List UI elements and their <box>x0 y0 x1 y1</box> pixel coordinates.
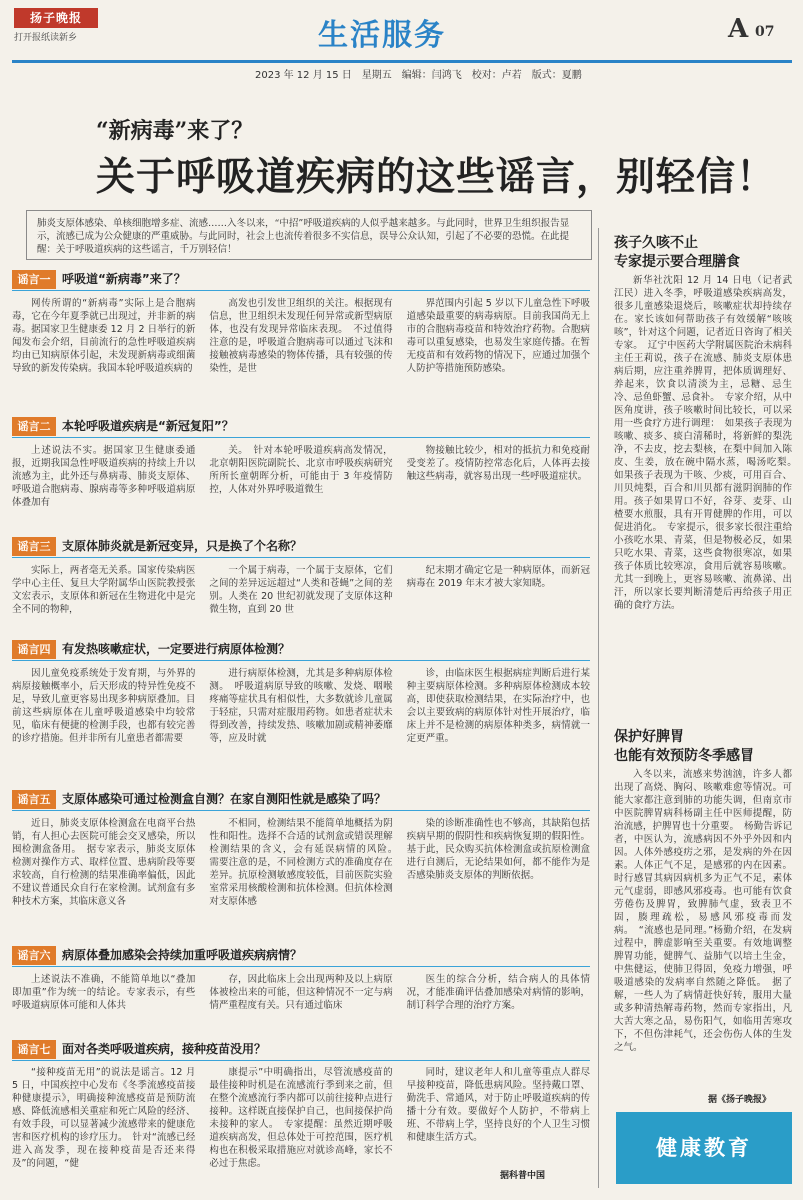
rumor-header-2 <box>12 417 590 436</box>
column-divider <box>598 228 599 1188</box>
newspaper-logo: 扬子晚报 <box>14 8 98 28</box>
rumor-tag: 谣言三 <box>12 537 56 556</box>
sidebar-story2-body: 入冬以来，流感来势汹汹，许多人都出现了高烧、胸闷、咳嗽难愈等情况。可能大家都注意到肺的功能失调，但南京市中医院脾胃病科杨副主任中医师提醒，防治流感，护脾胃也十分重要。 杨勤告诉记者，中医认为，流感病因不外乎外因和内因。人体外感疫疠之邪，是发病的外在因素。人体正气不足，是感邪的内在因素。时行感冒其病因病机多为正气不足，素体元气虚弱，即感风邪疫毒。也可能有饮食劳倦伤及脾胃，致脾肺气虚，致表卫不固，腠理疏松，易感风邪疫毒而发病。 “流感也是同理。”杨勤介绍，在发病过程中，脾虚影响至关重要。有效地调整脾胃功能，健脾气、益肺气以培土生金，中焦健运，使肺卫得固，免疫力增强，呼吸道感染的发病率自然随之降低。 据了解，一些人为了病情赶快好转，服用大量或多种清热解毒药物，然而专家指出，凡大苦大寒之品，易伤阳气，如临用苦寒攻下，不但伤津耗气，还会伤伤人体的生发之气。 <box>614 769 792 1053</box>
rumor-title: 支原体肺炎就是新冠变异，只是换了个名称？ <box>62 539 303 553</box>
rumor-header-4 <box>12 640 590 659</box>
text-column: 实际上，两者毫无关系。国家传染病医学中心主任、复旦大学附属华山医院教授张文宏表示，支原体和新冠在生物进化中是完全不同的物种， <box>12 565 196 615</box>
rumor-header-6 <box>12 946 590 965</box>
rumor-header-3 <box>12 537 590 556</box>
sidebar-story1-subtitle: 专家提示要合理膳食 <box>614 254 740 270</box>
rumor-body-4 <box>12 667 590 782</box>
rumor-title: 呼吸道“新病毒”来了？ <box>62 272 186 286</box>
sidebar-credit: 据《扬子晚报》 <box>708 1095 772 1105</box>
divider <box>12 290 590 291</box>
text-column: 上述说法不准确，不能简单地以“叠加即加重”作为统一的结论。专家表示，有些呼吸道病原体可能和人体共 <box>12 974 196 1011</box>
rumor-body-2 <box>12 444 590 532</box>
rumor-header-7 <box>12 1040 590 1059</box>
rumor-body-5 <box>12 817 590 945</box>
article-lead: 肺炎支原体感染、单核细胞增多症、流感……入冬以来，“中招”呼吸道疾病的人似乎越来越多。与此同时，世界卫生组织报告显示，流感已成为公众健康的严重威胁。与此同时，社会上也流传着很多不实信息，误导公众认知，引起了不必要的恐慌。在此提醒：关于呼吸道疾病的这些谣言，千万别轻信！ <box>26 210 592 260</box>
rumor-tag: 谣言六 <box>12 946 56 965</box>
sidebar-story1-title: 孩子久咳不止 <box>614 235 698 251</box>
divider <box>12 660 590 661</box>
rumor-tag: 谣言一 <box>12 270 56 289</box>
masthead-slogan: 打开报纸读新乡 <box>14 33 78 43</box>
rumor-body-6 <box>12 973 590 1027</box>
text-column: 存，因此临床上会出现两种及以上病原体被检出来的可能，但这种情况不一定与病情严重程度有关。只有通过临床 <box>209 974 393 1011</box>
text-column: 物接触比较少，相对的抵抗力和免疫耐受变差了。疫情防控常态化后，人体再去接触这些病毒，就容易出现一些呼吸道症状。 <box>406 445 590 482</box>
text-column: 高发也引发世卫组织的关注。根据现有信息，世卫组织未发现任何异常或新型病原体，也没有发现异常临床表现。 不过值得注意的是，呼吸道合胞病毒可以通过飞沫和接触被病毒感染的物体传播，具有较强的传染性，是世 <box>209 298 393 374</box>
text-column: 近日，肺炎支原体检测盒在电商平台热销，有人担心去医院可能会交叉感染，所以囤检测盒备用。 据专家表示，肺炎支原体检测对操作方式、取样位置、患病阶段等要求较高，自行检测的结果准确率偏低，因此不建议普通民众自行在家检测。试剂盒有多种技术方案，其临床意义各 <box>12 818 196 907</box>
rumor-body-7 <box>12 1066 590 1183</box>
text-column: 进行病原体检测，尤其是多种病原体检测。 呼吸道病原导致的咳嗽、发烧、咽喉疼痛等症状具有相似性，大多数就诊儿童属于轻症，只需对症服用药物。如患者症状未得到改善，持续发热、咳嗽加剧或精神萎靡等，应及时就 <box>209 668 393 744</box>
rumor-title: 支原体感染可通过检测盒自测？在家自测阳性就是感染了吗？ <box>62 792 387 806</box>
rumor-body-1 <box>12 297 590 412</box>
text-column: 因儿童免疫系统处于发育期，与外界的病原接触概率小，后天形成的特异性免疫不足，导致儿童更容易出现多种病原叠加。目前这些病原体在儿童呼吸道感染中均较常见，临床有便捷的检测手段，也都有较完善的诊疗措施。但并非所有儿童患者都需要 <box>12 668 196 744</box>
rumor-title: 病原体叠加感染会持续加重呼吸道疾病病情？ <box>62 948 303 962</box>
rumor-tag: 谣言四 <box>12 640 56 659</box>
rumor-header-1 <box>12 270 590 289</box>
divider <box>12 810 590 811</box>
divider <box>12 557 590 558</box>
rumor-tag: 谣言七 <box>12 1040 56 1059</box>
article-kicker: “新病毒”来了？ <box>96 118 254 144</box>
text-column: 上述说法不实。据国家卫生健康委通报，近期我国急性呼吸道疾病的持续上升以流感为主，此外还与鼻病毒、肺炎支原体、呼吸道合胞病毒、腺病毒等多种呼吸道病原体叠加有 <box>12 445 196 508</box>
rumor-tag: 谣言五 <box>12 790 56 809</box>
text-column: 一个属于病毒，一个属于支原体，它们之间的差异远远超过“人类和苍蝇”之间的差别。人类在 20 世纪初就发现了支原体这种微生物，直到 20 世 <box>209 565 393 615</box>
rumor-tag: 谣言二 <box>12 417 56 436</box>
page-letter: A <box>728 14 749 44</box>
divider <box>12 437 590 438</box>
article-headline: 关于呼吸道疾病的这些谣言，别轻信！ <box>96 155 777 200</box>
divider <box>12 1060 590 1061</box>
text-column: 纪末期才确定它是一种病原体，而新冠病毒在 2019 年末才被大家知晓。 <box>406 565 590 589</box>
text-column: 网传所谓的“新病毒”实际上是合胞病毒，它在今年夏季就已出现过，并非新的病毒。据国家卫生健康委 12 月 2 日举行的新闻发布会介绍，目前流行的急性呼吸道疾病均由已知病原体引起，未发现新病毒或细菌导致的新发传染病。我国本轮呼吸道疾病的 <box>12 298 196 374</box>
text-column: 医生的综合分析，结合病人的具体情况，才能准确评估叠加感染对病情的影响，制订科学合理的治疗方案。 <box>406 974 590 1011</box>
text-column: 同时，建议老年人和儿童等重点人群尽早接种疫苗，降低患病风险。坚持戴口罩、勤洗手、常通风，对于防止呼吸道疾病的传播十分有效。要做好个人防护，不带病上班、不带病上学，坚持良好的个人卫生习惯和健康生活方式。 <box>406 1067 590 1143</box>
rumor-body-3 <box>12 564 590 632</box>
sidebar-story1-body: 新华社沈阳 12 月 14 日电（记者武江民）进入冬季，呼吸道感染疾病高发，很多儿童感染退烧后，咳嗽症状却持续存在。家长该如何帮助孩子有效缓解“咳咳咳”，针对这个问题，记者近日咨询了相关专家。 辽宁中医药大学附属医院治未病科主任王莉说，孩子在流感、肺炎支原体患病后期，应注重养脾胃，把体质调理好、养起来，饮食以清淡为主，忌糖、忌生冷、忌鱼虾蟹、忌食补。 专家介绍，从中医角度讲，孩子咳嗽时间比较长，可以采用一些食疗方进行调理： 如果孩子表现为咳嗽、痰多、痰白清稀时，将新鲜的梨洗净，不去皮，挖去梨核，在梨中间加入陈皮、生姜，放在碗中隔水蒸，喝汤吃梨。 如果孩子表现为干咳、少痰，可用百合、川贝炖梨，百合和川贝都有滋阴润肺的作用。孩子如果胃口不好，谷芽、麦芽、山楂要水煎服，具有开胃健脾的作用，可以促进消化。 专家提示，很多家长很注重给小孩吃水果、青菜，但是物极必反，如果只吃水果、青菜，这些食物很寒凉，如果孩子体质比较寒凉，食用后就容易咳嗽。尤其一到晚上，更容易咳嗽、流鼻涕、出汗，所以家长要判断清楚后再给孩子用正确的食疗方法。 <box>614 275 802 611</box>
health-education-badge: 健康教育 <box>616 1112 792 1184</box>
text-column: 界范围内引起 5 岁以下儿童急性下呼吸道感染最重要的病毒病原。目前我国尚无上市的合胞病毒疫苗和特效治疗药物。合胞病毒可以重复感染，也易发生家庭传播。在暂无疫苗和有效药物的情况下，应通过加强个人防护等措施预防感染。 <box>406 298 590 374</box>
dateline: 2023 年 12 月 15 日 星期五 编辑：闫鸿飞 校对：卢若 版式：夏鹏 <box>255 70 582 81</box>
text-column: 染的诊断准确性也不够高，其缺陷包括疾病早期的假阴性和疾病恢复期的假阳性。基于此，民众购买抗体检测盒或抗原检测盒进行自测后，无论结果如何，都不能作为是否感染肺炎支原体的判断依据。 <box>406 818 590 881</box>
rumor-title: 有发热咳嗽症状，一定要进行病原体检测？ <box>62 642 291 656</box>
rumor-title: 面对各类呼吸道疾病，接种疫苗没用？ <box>62 1042 267 1056</box>
text-column: “接种疫苗无用”的说法是谣言。12 月 5 日，中国疾控中心发布《冬季流感疫苗接种健康提示》，明确接种流感疫苗是预防流感、降低流感相关重症和死亡风险的经济、有效手段，可以显著减少流感带来的健康危害和医疗机构的诊疗压力。 针对“流感已经进入高发季，现在接种疫苗是否还来得及”的问题，“健 <box>12 1067 196 1169</box>
page-number: 07 <box>755 24 775 40</box>
text-column: 诊，由临床医生根据病症判断后进行某种主要病原体检测。多种病原体检测成本较高，即使获取检测结果，在实际治疗中，也会以主要致病的病原体针对性开展治疗，临床上并不是检测的病原体种类多，病情就一定更严重。 <box>406 668 590 744</box>
sidebar-story2-title: 保护好脾胃 <box>614 729 684 745</box>
section-title: 生活服务 <box>318 18 446 53</box>
article-credit: 据科普中国 <box>500 1171 546 1181</box>
sidebar-story2-subtitle: 也能有效预防冬季感冒 <box>614 748 754 764</box>
text-column: 不相同，检测结果不能简单地概括为阴性和阳性。选择不合适的试剂盒或错误理解检测结果的含义，会有延误病情的风险。 需要注意的是，不同检测方式的准确度存在差异。抗原检测敏感度较低，目前医院实验室常采用核酸检测和抗体检测。但抗体检测对支原体感 <box>209 818 403 907</box>
divider <box>12 966 590 967</box>
rumor-title: 本轮呼吸道疾病是“新冠复阳”？ <box>62 419 234 433</box>
text-column: 关。 针对本轮呼吸道疾病高发情况，北京朝阳医院副院长、北京市呼吸疾病研究所所长童朝晖分析，可能由于 3 年疫情防控，人体对外界呼吸道微生 <box>209 445 393 495</box>
text-column: 康提示”中明确指出，尽管流感疫苗的最佳接种时机是在流感流行季到来之前，但在整个流感流行季内都可以前往接种点进行接种。这样既直接保护自己，也间接保护尚未接种的家人。 专家提醒：虽然近期呼吸道疾病高发，但总体处于可控范围，医疗机构也在积极采取措施应对就诊高峰，家长不必过于焦虑。 <box>209 1067 393 1169</box>
rumor-header-5 <box>12 790 590 809</box>
masthead-rule <box>12 60 792 63</box>
